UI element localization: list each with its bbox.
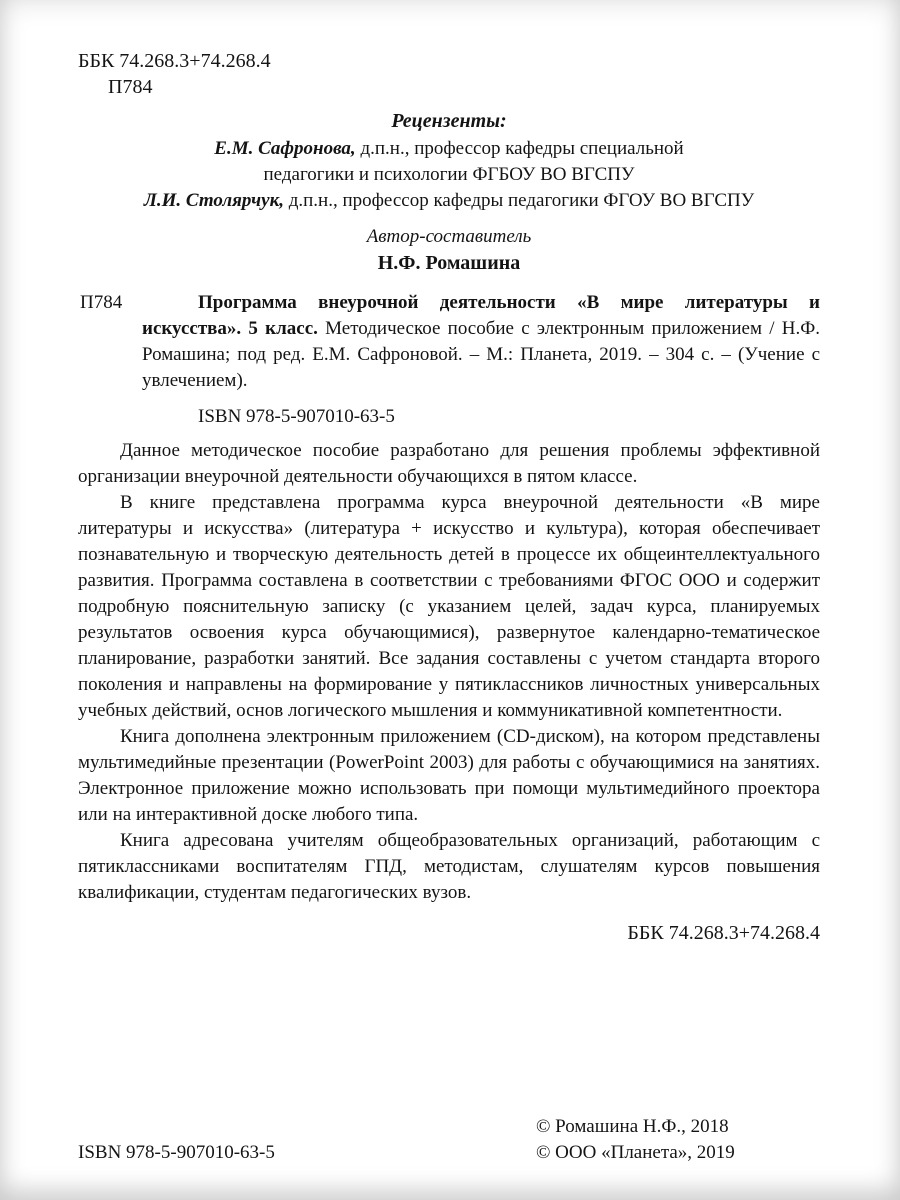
annotation-paragraph: Данное методическое пособие разработано для решения проблемы эффективной организации внеурочной деятельности обучающихся в пятом классе. [78,440,820,487]
bibliographic-description [142,290,820,394]
isbn-line: ISBN 978-5-907010-63-5 [198,406,395,427]
reviewer-name: Е.М. Сафронова, [214,138,356,159]
author-block [78,224,820,276]
annotation-paragraph: В книге представлена программа курса внеурочной деятельности «В мире литературы и искусства» (литература + искусство и культура), которая обеспечивает познавательную и творческую деятельность детей в процессе их общеинтеллектуального развития. Программа составлена в соответствии с требованиями ФГОС ООО и содержит подробную пояснительную записку (с указанием целей, задач курса, планируемых результатов освоения курса обучающимися), развернутое календарно-тематическое планирование, разработки занятий. Все задания составлены с учетом стандарта второго поколения и направлены на формирование у пятиклассников личностных универсальных учебных действий, основ логического мышления и коммуникативной компетентности. [78,492,820,721]
copyright-publisher: © ООО «Планета», 2019 [536,1142,735,1163]
copyright-author: © Ромашина Н.Ф., 2018 [536,1116,729,1137]
reviewer-line [78,162,820,188]
reviewers-block [78,108,820,214]
reviewer-credentials: педагогики и психологии ФГБОУ ВО ВГСПУ [263,164,635,185]
reviewer-name: Л.И. Столярчук, [143,190,284,211]
reviewer-credentials: д.п.н., профессор кафедры педагогики ФГОУ ВО ВГСПУ [283,190,755,211]
reviewers-heading: Рецензенты: [391,110,507,132]
reviewer-credentials: д.п.н., профессор кафедры специальной [355,138,684,159]
annotation-block [78,438,820,906]
copyright-block [536,1114,735,1166]
bbk-code-bottom: ББК 74.268.3+74.268.4 [627,922,820,944]
footer-isbn: ISBN 978-5-907010-63-5 [78,1142,275,1163]
reviewer-line [78,188,820,214]
footer [78,1114,820,1166]
author-label: Автор-составитель [366,226,532,247]
bibliographic-entry [78,290,820,394]
bbk-block-top [78,48,820,100]
book-title: Программа внеурочной деятельности «В мире литературы и искусства». 5 класс. [142,292,820,339]
catalog-code-top: П784 [108,76,153,98]
annotation-paragraph: Книга адресована учителям общеобразовательных организаций, работающим с пятиклассниками воспитателям ГПД, методистам, слушателям курсов повышения квалификации, студентам педагогических вузов. [78,830,820,903]
annotation-paragraph: Книга дополнена электронным приложением (CD-диском), на котором представлены мультимедийные презентации (PowerPoint 2003) для работы с обучающимися на занятиях. Электронное приложение можно использовать при помощи мультимедийного проектора или на интерактивной доске любого типа. [78,726,820,825]
author-name: Н.Ф. Ромашина [377,252,521,274]
catalog-code: П784 [80,292,123,313]
bibliographic-details: Методическое пособие с электронным приложением / Н.Ф. Ромашина; под ред. Е.М. Сафроновой. – М.: Планета, 2019. – 304 с. – (Учение с увлечением). [142,318,820,391]
reviewer-line [78,136,820,162]
bbk-code-top: ББК 74.268.3+74.268.4 [78,50,271,72]
